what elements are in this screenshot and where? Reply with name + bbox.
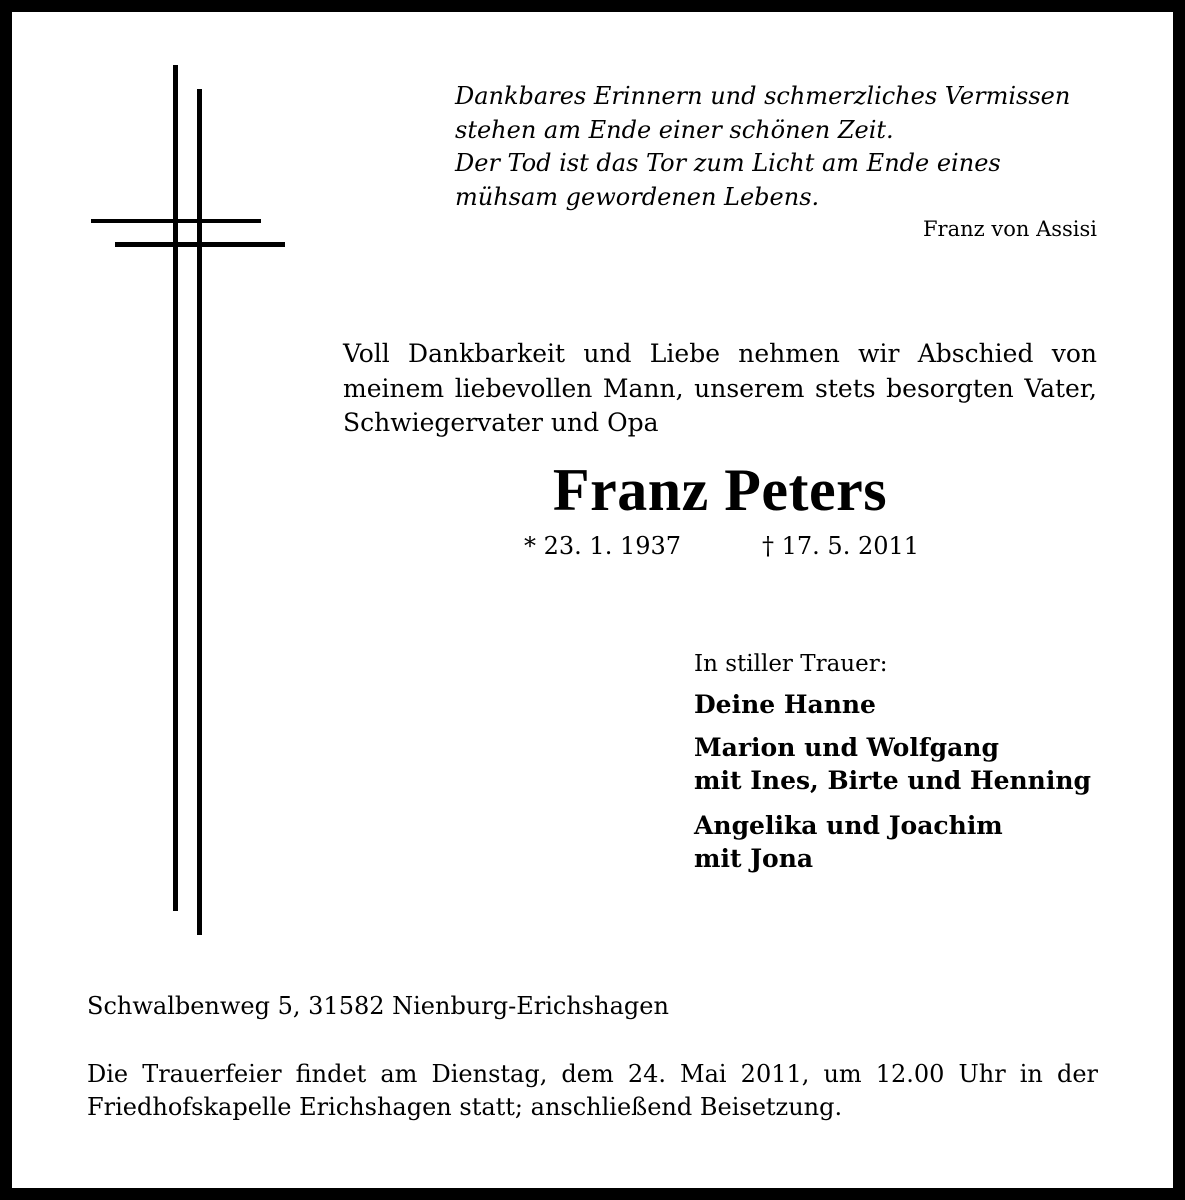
cross-horizontal-upper <box>91 219 261 223</box>
mourner-group <box>694 731 1091 797</box>
quote-line: Der Tod ist das Tor zum Licht am Ende eines <box>455 149 1001 177</box>
cross-horizontal-lower <box>115 242 285 247</box>
cross-vertical-right <box>197 89 202 935</box>
quote <box>455 80 1100 214</box>
intro-line: Voll Dankbarkeit und Liebe nehmen wir Abschied von <box>343 339 1097 368</box>
quote-line: stehen am Ende einer schönen Zeit. <box>455 115 894 144</box>
birth-date: * 23. 1. 1937 <box>524 532 682 560</box>
death-date: † 17. 5. 2011 <box>762 532 920 560</box>
mourner-line: Angelika und Joachim <box>694 811 1003 840</box>
quote-line: Dankbares Erinnern und schmerzliches Vermissen <box>455 82 1071 110</box>
ceremony-info <box>87 1058 1098 1124</box>
mourner-line: Deine Hanne <box>694 690 876 719</box>
deceased-name: Franz Peters <box>552 457 888 523</box>
mourner-line: mit Ines, Birte und Henning <box>694 766 1091 795</box>
ceremony-line: Die Trauerfeier findet am Dienstag, dem 24. Mai 2011, um 12.00 Uhr in der <box>87 1060 1098 1088</box>
quote-author: Franz von Assisi <box>922 217 1097 241</box>
intro-line: meinem liebevollen Mann, unserem stets besorgten Vater, <box>343 373 1097 403</box>
address: Schwalbenweg 5, 31582 Nienburg-Erichshagen <box>87 992 669 1020</box>
mourner-group <box>694 809 1003 875</box>
mourner-group <box>694 688 876 721</box>
cross-vertical-left <box>173 65 178 911</box>
mourner-line: mit Jona <box>694 844 814 873</box>
ceremony-line: Friedhofskapelle Erichshagen statt; anschließend Beisetzung. <box>87 1093 843 1121</box>
mourner-line: Marion und Wolfgang <box>694 733 999 762</box>
intro-text <box>343 337 1097 441</box>
mourners-heading: In stiller Trauer: <box>694 651 888 677</box>
intro-line: Schwiegervater und Opa <box>343 408 659 437</box>
quote-line: mühsam gewordenen Lebens. <box>455 182 820 211</box>
